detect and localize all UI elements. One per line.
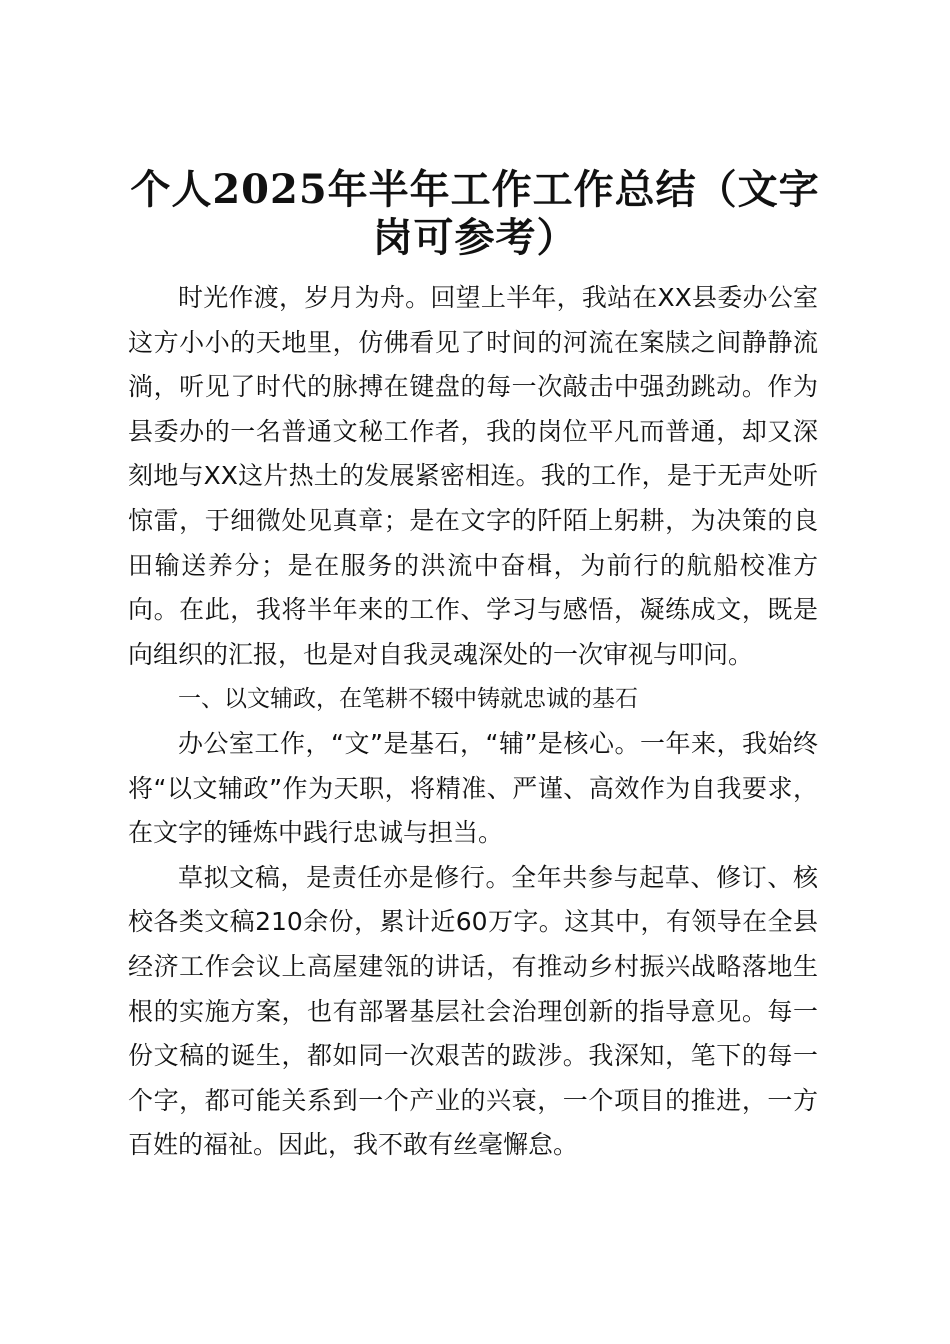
section-1-paragraph-2: 草拟文稿，是责任亦是修行。全年共参与起草、修订、核校各类文稿210余份，累计近60万字。这其中，有领导在全县经济工作会议上高屋建瓴的讲话，有推动乡村振兴战略落地生根的实施方案，也有部署基层社会治理创新的指导意见。每一份文稿的诞生，都如同一次艰苦的跋涉。我深知，笔下的每一个字，都可能关系到一个产业的兴衰，一个项目的推进，一方百姓的福祉。因此，我不敢有丝毫懈怠。 (128, 862, 818, 1160)
document-title: 个人2025年半年工作工作总结（文字岗可参考） (130, 166, 820, 261)
document-body (128, 276, 818, 1168)
intro-paragraph: 时光作渡，岁月为舟。回望上半年，我站在XX县委办公室这方小小的天地里，仿佛看见了时间的河流在案牍之间静静流淌，听见了时代的脉搏在键盘的每一次敲击中强劲跳动。作为县委办的一名普通文秘工作者，我的岗位平凡而普通，却又深刻地与XX这片热土的发展紧密相连。我的工作，是于无声处听惊雷，于细微处见真章；是在文字的阡陌上躬耕，为决策的良田输送养分；是在服务的洪流中奋楫，为前行的航船校准方向。在此，我将半年来的工作、学习与感悟，凝练成文，既是向组织的汇报，也是对自我灵魂深处的一次审视与叩问。 (128, 283, 818, 669)
section-1-paragraph-1: 办公室工作，“文”是基石，“辅”是核心。一年来，我始终将“以文辅政”作为天职，将精准、严谨、高效作为自我要求，在文字的锤炼中践行忠诚与担当。 (128, 728, 818, 848)
section-heading-1: 一、以文辅政，在笔耕不辍中铸就忠诚的基石 (178, 686, 638, 713)
